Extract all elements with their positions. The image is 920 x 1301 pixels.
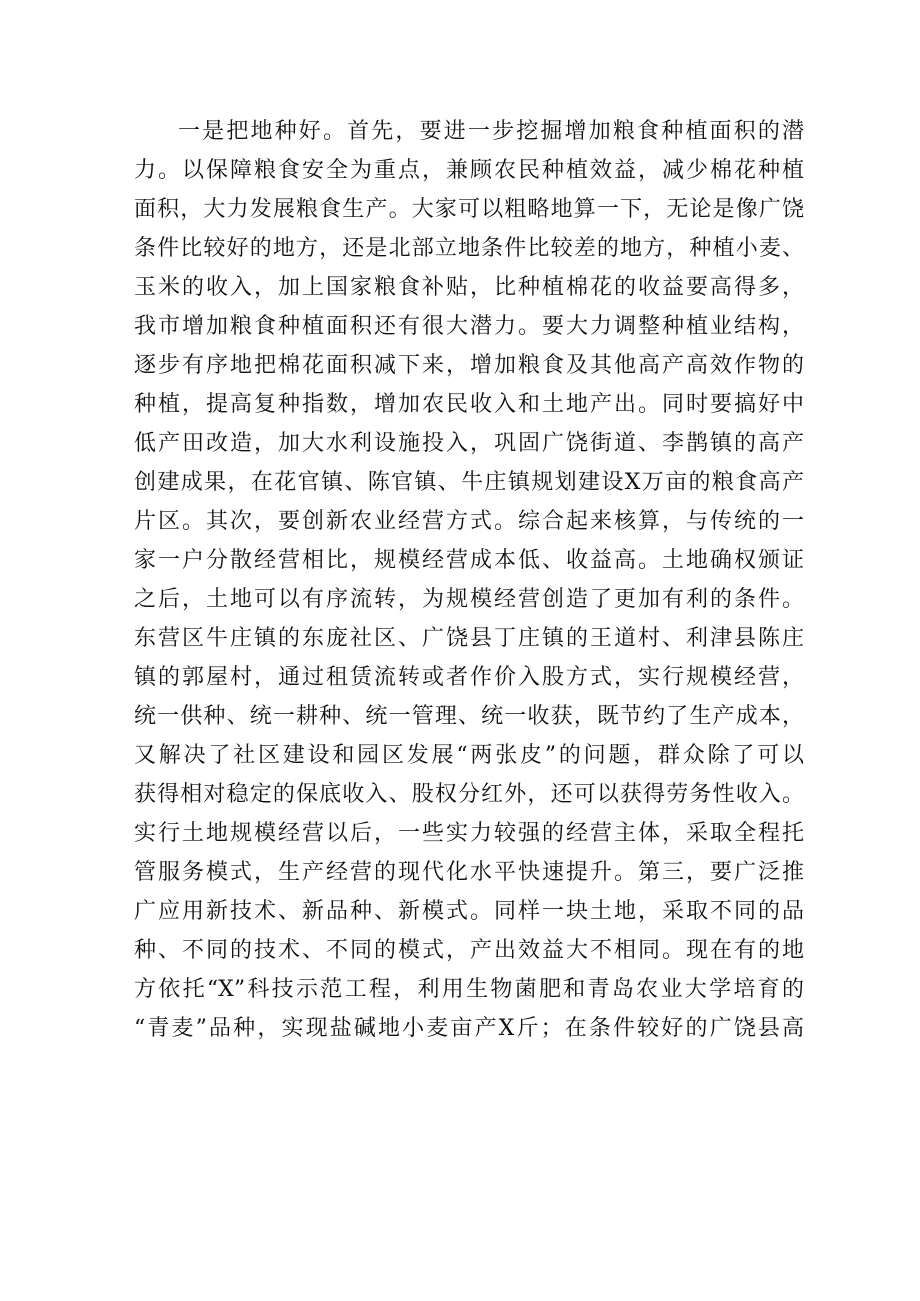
- text-line: 逐步有序地把棉花面积减下来，增加粮食及其他高产高效作物的: [134, 353, 804, 378]
- text-line: 力。以保障粮食安全为重点，兼顾农民种植效益，减少棉花种植: [134, 158, 804, 183]
- text-line: 家一户分散经营相比，规模经营成本低、收益高。土地确权颁证: [134, 548, 804, 573]
- text-line: 条件比较好的地方，还是北部立地条件比较差的地方，种植小麦、: [134, 236, 804, 261]
- text-line: “青麦”品种，实现盐碱地小麦亩产X斤；在条件较好的广饶县高: [134, 1016, 804, 1041]
- text-line: 镇的郭屋村，通过租赁流转或者作价入股方式，实行规模经营，: [134, 665, 804, 690]
- text-line: 一是把地种好。首先，要进一步挖掘增加粮食种植面积的潜: [178, 119, 804, 144]
- text-line: 玉米的收入，加上国家粮食补贴，比种植棉花的收益要高得多，: [134, 275, 804, 300]
- text-line: 又解决了社区建设和园区发展“两张皮”的问题，群众除了可以: [134, 743, 804, 768]
- text-line: 面积，大力发展粮食生产。大家可以粗略地算一下，无论是像广饶: [134, 197, 804, 222]
- text-line: 获得相对稳定的保底收入、股权分红外，还可以获得劳务性收入。: [134, 782, 804, 807]
- text-line: 种、不同的技术、不同的模式，产出效益大不相同。现在有的地: [134, 938, 804, 963]
- text-line: 方依托“X”科技示范工程，利用生物菌肥和青岛农业大学培育的: [134, 977, 804, 1002]
- text-line: 片区。其次，要创新农业经营方式。综合起来核算，与传统的一: [134, 509, 804, 534]
- text-line: 统一供种、统一耕种、统一管理、统一收获，既节约了生产成本，: [134, 704, 804, 729]
- text-line: 低产田改造，加大水利设施投入，巩固广饶街道、李鹊镇的高产: [134, 431, 804, 456]
- text-line: 实行土地规模经营以后，一些实力较强的经营主体，采取全程托: [134, 821, 804, 846]
- text-line: 创建成果，在花官镇、陈官镇、牛庄镇规划建设X万亩的粮食高产: [134, 470, 804, 495]
- text-line: 管服务模式，生产经营的现代化水平快速提升。第三，要广泛推: [134, 860, 804, 885]
- text-line: 广应用新技术、新品种、新模式。同样一块土地，采取不同的品: [134, 899, 804, 924]
- text-line: 之后，土地可以有序流转，为规模经营创造了更加有利的条件。: [134, 587, 804, 612]
- text-line: 种植，提高复种指数，增加农民收入和土地产出。同时要搞好中: [134, 392, 804, 417]
- body-text: [134, 112, 804, 1048]
- text-line: 我市增加粮食种植面积还有很大潜力。要大力调整种植业结构，: [134, 314, 804, 339]
- text-line: 东营区牛庄镇的东庞社区、广饶县丁庄镇的王道村、利津县陈庄: [134, 626, 804, 651]
